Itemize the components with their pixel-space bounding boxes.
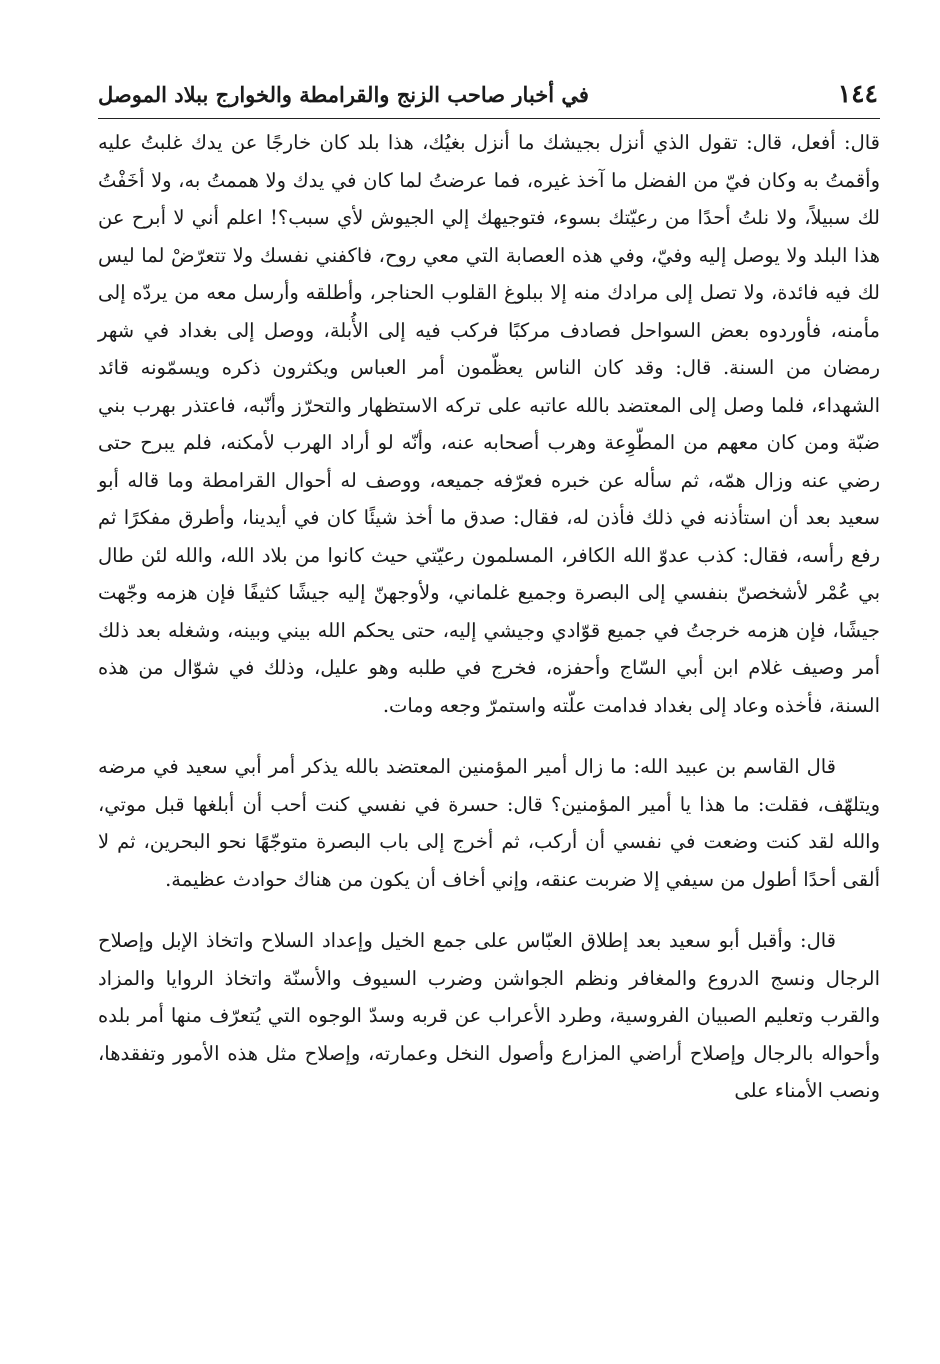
paragraph: قال القاسم بن عبيد الله: ما زال أمير المؤمنين المعتضد بالله يذكر أمر أبي سعيد في مرضه ويتلهّف، فقلت: ما هذا يا أمير المؤمنين؟ قال: حسرة في نفسي كنت أحب أن أبلغها قبل موتي، والله لقد كنت وضعت في نفسي أن أركب، ثم أخرج إلى باب البصرة متوجّهًا نحو البحرين، ثم لا ألقى أحدًا أطول من سيفي إلا ضربت عنقه، وإني أخاف أن يكون من هناك حوادث عظيمة. bbox=[98, 755, 880, 891]
paragraph: قال: وأقبل أبو سعيد بعد إطلاق العبّاس على جمع الخيل وإعداد السلاح واتخاذ الإبل وإصلاح الرجال ونسج الدروع والمغافر ونظم الجواشن وضرب السيوف والأسنّة واتخاذ الروايا والمزاد والقرب وتعليم الصبيان الفروسية، وطرد الأعراب عن قربه وسدّ الوجوه التي يُتعرّف منها أمر بلده وأحواله بالرجال وإصلاح أراضي المزارع وأصول النخل وعمارته، وإصلاح مثل هذه الأمور وتفقدها، ونصب الأمناء على bbox=[98, 929, 880, 1102]
header-rule bbox=[98, 118, 880, 119]
page-number: ١٤٤ bbox=[837, 79, 878, 108]
paragraph: قال: أفعل، قال: تقول الذي أنزل بجيشك ما أنزل بغيُك، هذا بلد كان خارجًا عن يدك غلبتُ عليه وأقمتُ به وكان فيّ من الفضل ما آخذ غيره، فما عرضتُ لما كان في يدك ولا هممتُ به، ولا أخَفْتُ لك سبيلاً، ولا نلتُ أحدًا من رعيّتك بسوء، فتوجيهك إلي الجيوش لأي سبب؟! اعلم أني لا أبرح عن هذا البلد ولا يوصل إليه وفيّ، وفي هذه العصابة التي معي روح، فاكفني نفسك ولا تتعرّضْ لما ليس لك فيه فائدة، ولا تصل إلى مرادك منه إلا ببلوغ القلوب الحناجر، وأطلقه وأرسل معه من يردّه إلى مأمنه، فأوردوه بعض السواحل فصادف مركبًا فركب فيه إلى الأُبلة، ووصل إلى بغداد في شهر رمضان من السنة. قال: وقد كان الناس يعظّمون أمر العباس ويكثرون ذكره ويسمّونه قائد الشهداء، فلما وصل إلى المعتضد بالله عاتبه على تركه الاستظهار والتحرّز وأنّبه، فاعتذر بهرب بني ضبّة ومن كان معهم من المطّوِعة وهرب أصحابه عنه، وأنّه لو أراد الهرب لأمكنه، فلم يبرح حتى رضي عنه وزال همّه، ثم سأله عن خبره فعرّفه جميعه، ووصف له أحوال القرامطة وما قاله أبو سعيد بعد أن استأذنه في ذلك فأذن له، فقال: صدق ما أخذ شيئًا كان في أيدينا، وأطرق مفكرًا ثم رفع رأسه، فقال: كذب عدوّ الله الكافر، المسلمون رعيّتي حيث كانوا من بلاد الله، والله لئن طال بي عُمْر لأشخصنّ بنفسي إلى البصرة وجميع غلماني، ولأوجهنّ إليه جيشًا كثيفًا فإن هزمه وجّهت جيشًا، فإن هزمه خرجتُ في جميع قوّادي وجيشي إليه، حتى يحكم الله بيني وبينه، وشغله بعد ذلك أمر وصيف غلام ابن أبي السّاج وأحفزه، فخرج في طلبه وهو عليل، وذلك في شوّال من هذه السنة، فأخذه وعاد إلى بغداد فدامت علّته واستمرّ وجعه ومات. bbox=[98, 131, 880, 717]
running-head bbox=[98, 78, 878, 112]
running-title: في أخبار صاحب الزنج والقرامطة والخوارج ببلاد الموصل bbox=[98, 82, 589, 107]
body-text bbox=[98, 124, 880, 1110]
